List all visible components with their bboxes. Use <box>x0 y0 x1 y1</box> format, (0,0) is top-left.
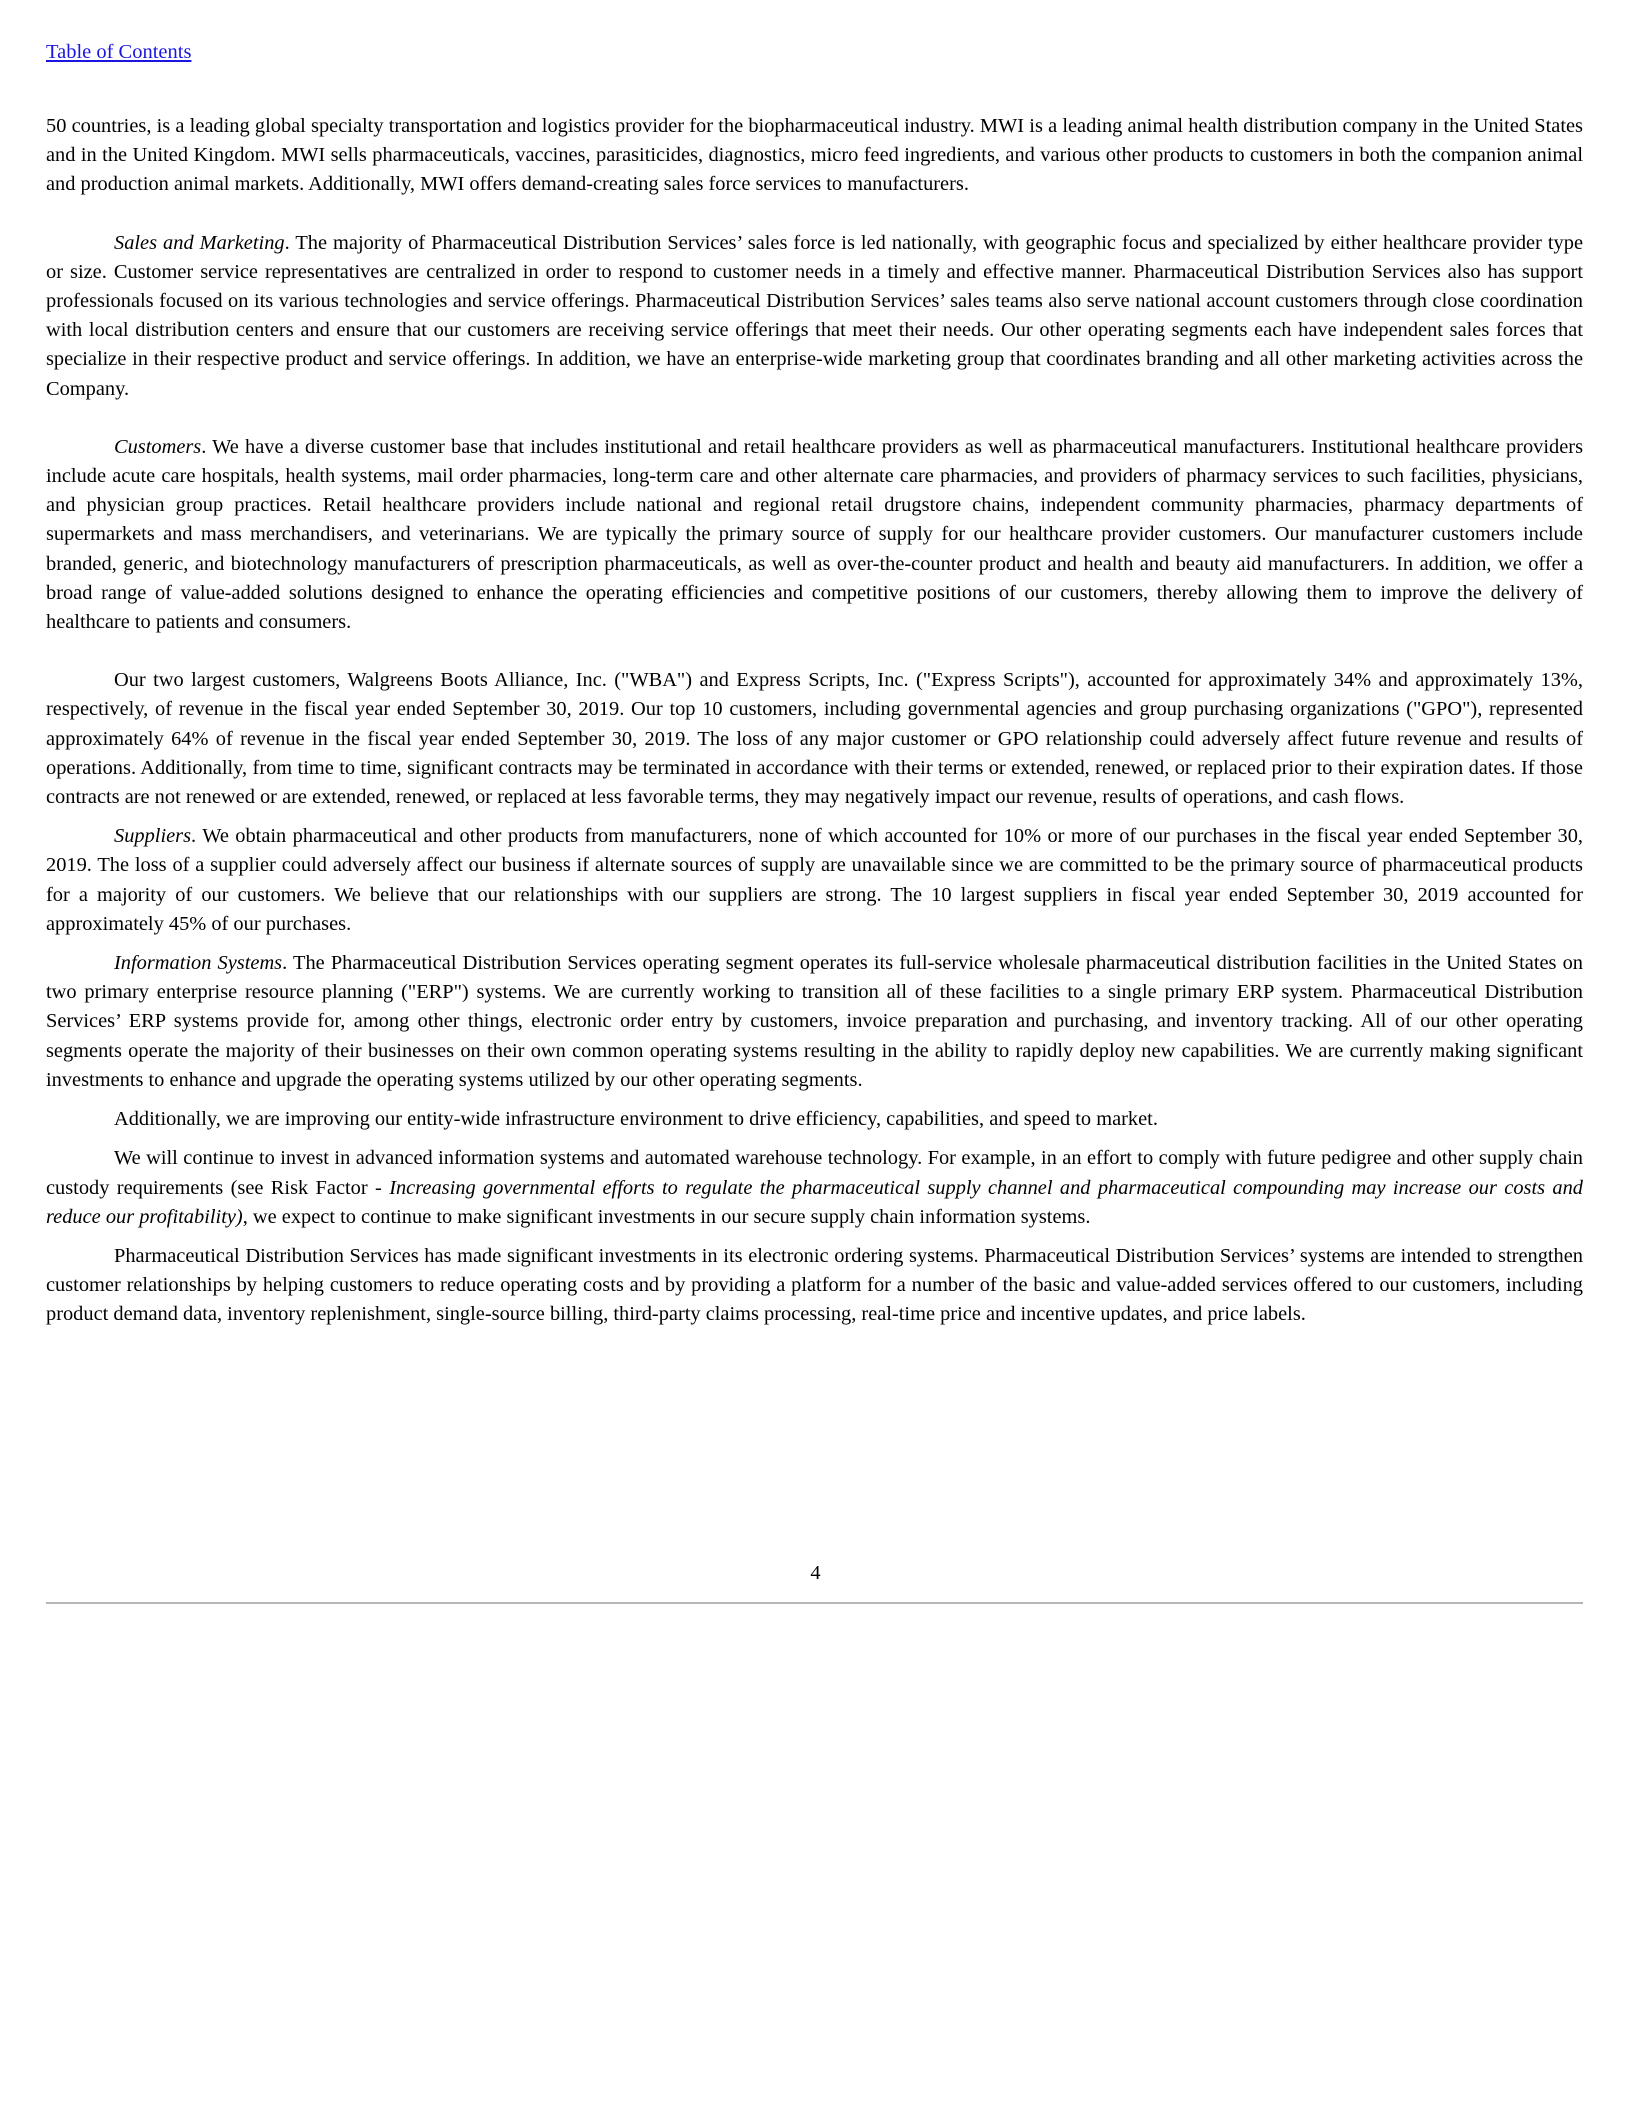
document-body <box>46 112 1583 1330</box>
paragraph-spacer <box>46 200 1583 229</box>
paragraph-spacer <box>46 939 1583 949</box>
heading-sales-and-marketing: Sales and Marketing <box>114 231 285 254</box>
paragraph-advanced-information-systems <box>46 1144 1583 1232</box>
paragraph-information-systems <box>46 949 1583 1095</box>
paragraph-sales-and-marketing-text: . The majority of Pharmaceutical Distribution Services’ sales force is led nationally, with geographic focus and specialized by either healthcare provider type or size. Customer service representatives are centralized in order to respond to customer needs in a timely and effective manner. Pharmaceutical Distribution Services also has support professionals focused on its various technologies and service offerings. Pharmaceutical Distribution Services’ sales teams also serve national account customers through close coordination with local distribution centers and ensure that our customers are receiving service offerings that meet their needs. Our other operating segments each have independent sales forces that specialize in their respective product and service offerings. In addition, we have an enterprise-wide marketing group that coordinates branding and all other marketing activities across the Company. <box>46 231 1583 400</box>
page-number: 4 <box>810 1562 821 1584</box>
paragraph-electronic-ordering: Pharmaceutical Distribution Services has made significant investments in its electronic ordering systems. Pharmaceutical Distribution Services’ systems are intended to strengthen customer relationships by helping customers to reduce operating costs and by providing a platform for a number of the basic and value-added services offered to our customers, including product demand data, inventory replenishment, single-source billing, third-party claims processing, real-time price and incentive updates, and price labels. <box>46 1244 1583 1326</box>
heading-customers: Customers <box>114 435 202 458</box>
paragraph-largest-customers: Our two largest customers, Walgreens Boots Alliance, Inc. ("WBA") and Express Scripts, Inc. ("Express Scripts"), accounted for approximately 34% and approximately 13%, respectively, of revenue in the fiscal year ended September 30, 2019. Our top 10 customers, including governmental agencies and group purchasing organizations ("GPO"), represented approximately 64% of revenue in the fiscal year ended September 30, 2019. The loss of any major customer or GPO relationship could adversely affect future revenue and results of operations. Additionally, from time to time, significant contracts may be terminated in accordance with their terms or extended, renewed, or replaced prior to their expiration dates. If those contracts are not renewed or are extended, renewed, or replaced at less favorable terms, they may negatively impact our revenue, results of operations, and cash flows. <box>46 669 1583 809</box>
paragraph-customers <box>46 433 1583 637</box>
paragraph-spacer <box>46 1095 1583 1105</box>
paragraph-spacer <box>46 1134 1583 1144</box>
table-of-contents-link-container <box>46 42 191 63</box>
paragraph-company-overview: 50 countries, is a leading global specialty transportation and logistics provider for the biopharmaceutical industry. MWI is a leading animal health distribution company in the United States and in the United Kingdom. MWI sells pharmaceuticals, vaccines, parasiticides, diagnostics, micro feed ingredients, and various other products to customers in both the companion animal and production animal markets. Additionally, MWI offers demand-creating sales force services to manufacturers. <box>46 115 1583 196</box>
paragraph-customers-text: . We have a diverse customer base that includes institutional and retail healthcare providers as well as pharmaceutical manufacturers. Institutional healthcare providers include acute care hospitals, health systems, mail order pharmacies, long-term care and other alternate care pharmacies, and providers of pharmacy services to such facilities, physicians, and physician group practices. Retail healthcare providers include national and regional retail drugstore chains, independent community pharmacies, pharmacy departments of supermarkets and mass merchandisers, and veterinarians. We are typically the primary source of supply for our healthcare provider customers. Our manufacturer customers include branded, generic, and biotechnology manufacturers of prescription pharmaceuticals, as well as over-the-counter product and health and beauty aid manufacturers. In addition, we offer a broad range of value-added solutions designed to enhance the operating efficiencies and competitive positions of our customers, thereby allowing them to improve the delivery of healthcare to patients and consumers. <box>46 435 1583 634</box>
heading-suppliers: Suppliers <box>114 825 192 848</box>
paragraph-spacer <box>46 1232 1583 1242</box>
table-of-contents-link[interactable]: Table of Contents <box>46 41 192 63</box>
paragraph-spacer <box>46 637 1583 666</box>
paragraph-sales-and-marketing <box>46 229 1583 404</box>
paragraph-spacer <box>46 812 1583 822</box>
paragraph-information-systems-text: . The Pharmaceutical Distribution Services operating segment operates its full-service wholesale pharmaceutical distribution facilities in the United States on two primary enterprise resource planning ("ERP") systems. We are currently working to transition all of these facilities to a single primary ERP system. Pharmaceutical Distribution Services’ ERP systems provide for, among other things, electronic order entry by customers, invoice preparation and purchasing, and inventory tracking. All of our other operating segments operate the majority of their businesses on their own common operating systems resulting in the ability to rapidly deploy new capabilities. We are currently making significant investments to enhance and upgrade the operating systems utilized by our other operating segments. <box>46 952 1583 1091</box>
paragraph-spacer <box>46 404 1583 433</box>
paragraph-infrastructure: Additionally, we are improving our entity-wide infrastructure environment to drive efficiency, capabilities, and speed to market. <box>114 1108 1158 1131</box>
footer-divider <box>46 1602 1583 1604</box>
heading-information-systems: Information Systems <box>114 952 283 975</box>
paragraph-advanced-text-before: We will continue to invest in advanced information systems and automated warehouse technology. For example, in an effort to comply with future pedigree and other supply chain custody requirements (see Risk Factor - <box>46 1147 1583 1199</box>
paragraph-suppliers <box>46 822 1583 939</box>
risk-factor-title: Increasing governmental efforts to regulate the pharmaceutical supply channel and pharmaceutical compounding may increase our costs and reduce our profitability) <box>46 1176 1583 1228</box>
paragraph-advanced-text-after: , we expect to continue to make significant investments in our secure supply chain information systems. <box>242 1205 1091 1228</box>
paragraph-suppliers-text: . We obtain pharmaceutical and other products from manufacturers, none of which accounted for 10% or more of our purchases in the fiscal year ended September 30, 2019. The loss of a supplier could adversely affect our business if alternate sources of supply are unavailable since we are committed to be the primary source of pharmaceutical products for a majority of our customers. We believe that our relationships with our suppliers are strong. The 10 largest suppliers in fiscal year ended September 30, 2019 accounted for approximately 45% of our purchases. <box>46 825 1583 935</box>
